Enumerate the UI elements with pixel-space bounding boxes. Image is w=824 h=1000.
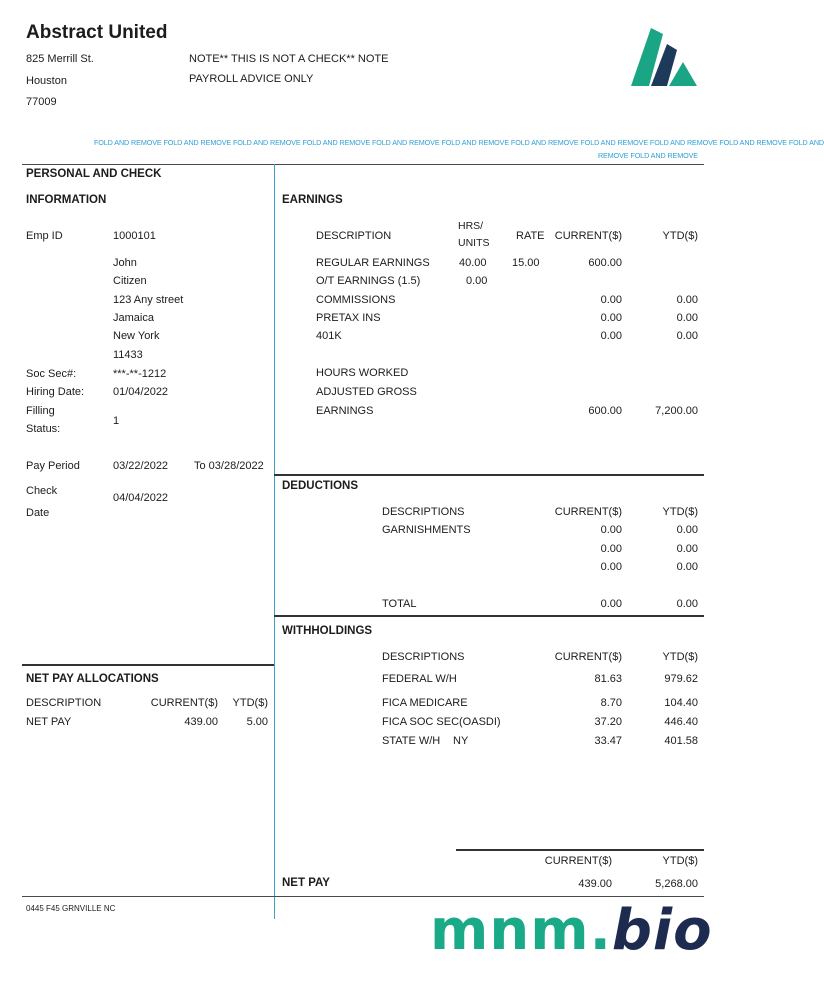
company-street: 825 Merrill St. (26, 53, 94, 65)
company-city: Houston (26, 75, 67, 87)
pay-period-from: 03/22/2022 (113, 460, 169, 472)
watermark-ext: bio (611, 898, 713, 963)
filing-status-label-2: Status: (26, 423, 61, 435)
watermark-main: mnm. (430, 898, 612, 963)
deductions-row-3-ytd: 0.00 (676, 561, 698, 573)
pay-period-label: Pay Period (26, 460, 80, 472)
earnings-row-3-desc: COMMISSIONS (316, 294, 396, 306)
bottom-rule-left (22, 896, 274, 897)
emp-id-value: 1000101 (113, 230, 156, 242)
employee-state: New York (113, 330, 160, 342)
withholdings-row-2-desc: FICA MEDICARE (382, 697, 468, 709)
soc-sec-value: ***-**-1212 (113, 368, 167, 380)
deductions-row-1-desc: GARNISHMENTS (382, 524, 471, 536)
earnings-row-1-current: 600.00 (588, 257, 622, 269)
company-name: Abstract United (26, 22, 168, 43)
withholdings-current-header: CURRENT($) (554, 651, 622, 663)
net-pay-alloc-current-header: CURRENT($) (150, 697, 218, 709)
fold-line-2: REMOVE FOLD AND REMOVE (597, 151, 698, 160)
net-pay-alloc-ytd: 5.00 (246, 716, 268, 728)
employee-city: Jamaica (113, 312, 154, 324)
adjusted-gross-label-2: EARNINGS (316, 405, 374, 417)
earnings-desc-header: DESCRIPTION (316, 230, 392, 242)
withholdings-row-2-ytd: 104.40 (664, 697, 698, 709)
net-pay-ytd: 5,268.00 (655, 878, 698, 890)
center-divider (274, 164, 275, 919)
withholdings-row-3-desc: FICA SOC SEC(OASDI) (382, 716, 501, 728)
withholdings-row-1-current: 81.63 (594, 673, 622, 685)
bottom-rule (274, 896, 704, 897)
earnings-row-4-desc: PRETAX INS (316, 312, 381, 324)
deductions-row-2-current: 0.00 (600, 543, 622, 555)
check-date-label-2: Date (26, 507, 50, 519)
withholdings-row-3-ytd: 446.40 (664, 716, 698, 728)
deductions-rule (274, 474, 704, 476)
personal-title-2: INFORMATION (26, 194, 107, 206)
hiring-date-label: Hiring Date: (26, 386, 85, 398)
deductions-total-ytd: 0.00 (676, 598, 698, 610)
withholdings-row-3-current: 37.20 (594, 716, 622, 728)
earnings-rate-header: RATE (516, 230, 545, 242)
filing-status-label-1: Filling (26, 405, 55, 417)
earnings-row-2-desc: O/T EARNINGS (1.5) (316, 275, 421, 287)
net-pay-alloc-desc: NET PAY (26, 716, 72, 728)
employee-street: 123 Any street (113, 294, 184, 306)
company-logo-icon (625, 20, 701, 92)
company-zip: 77009 (26, 96, 57, 108)
withholdings-title: WITHHOLDINGS (282, 625, 373, 637)
employee-name-last: Citizen (113, 275, 147, 287)
earnings-row-5-ytd: 0.00 (676, 330, 698, 342)
withholdings-row-4-current: 33.47 (594, 735, 622, 747)
earnings-row-1-desc: REGULAR EARNINGS (316, 257, 430, 269)
earnings-row-3-ytd: 0.00 (676, 294, 698, 306)
net-pay-alloc-title: NET PAY ALLOCATIONS (26, 673, 159, 685)
deductions-total-label: TOTAL (382, 598, 417, 610)
top-rule (22, 164, 704, 165)
withholdings-rule (274, 615, 704, 617)
watermark-logo (430, 898, 713, 963)
net-pay-alloc-current: 439.00 (184, 716, 218, 728)
deductions-row-1-ytd: 0.00 (676, 524, 698, 536)
adjusted-gross-current: 600.00 (588, 405, 622, 417)
net-pay-current: 439.00 (578, 878, 612, 890)
withholdings-row-4-desc: STATE W/H (382, 735, 441, 747)
withholdings-row-4-ytd: 401.58 (664, 735, 698, 747)
hiring-date-value: 01/04/2022 (113, 386, 169, 398)
earnings-row-4-current: 0.00 (600, 312, 622, 324)
fold-line-1: FOLD AND REMOVE FOLD AND REMOVE FOLD AND REMOVE FOLD AND REMOVE FOLD AND REMOVE FOLD AND REMOVE FOLD AND REMOVE FOLD AND REMOVE FOLD AND REMOVE FOLD AND REMOVE FOLD AND (94, 138, 824, 147)
net-pay-alloc-rule (22, 664, 274, 666)
check-date-label-1: Check (26, 485, 58, 497)
deductions-title: DEDUCTIONS (282, 480, 359, 492)
net-pay-alloc-desc-header: DESCRIPTION (26, 697, 102, 709)
withholdings-desc-header: DESCRIPTIONS (382, 651, 465, 663)
withholdings-row-1-desc: FEDERAL W/H (382, 673, 457, 685)
earnings-row-1-rate: 15.00 (512, 257, 540, 269)
deductions-ytd-header: YTD($) (662, 506, 698, 518)
earnings-hrs-header: HRS/ (458, 220, 484, 232)
deductions-row-3-current: 0.00 (600, 561, 622, 573)
employee-name-first: John (113, 257, 137, 269)
deductions-row-2-ytd: 0.00 (676, 543, 698, 555)
net-pay-rule (456, 849, 704, 851)
earnings-ytd-header: YTD($) (662, 230, 698, 242)
soc-sec-label: Soc Sec#: (26, 368, 77, 380)
employee-zip: 11433 (113, 349, 143, 361)
deductions-total-current: 0.00 (600, 598, 622, 610)
withholdings-row-1-ytd: 979.62 (664, 673, 698, 685)
note-line-1: NOTE** THIS IS NOT A CHECK** NOTE (189, 53, 389, 65)
filing-status-value: 1 (113, 415, 120, 427)
hours-worked-label: HOURS WORKED (316, 367, 409, 379)
note-line-2: PAYROLL ADVICE ONLY (189, 73, 314, 85)
adjusted-gross-ytd: 7,200.00 (655, 405, 698, 417)
withholdings-row-4-state: NY (453, 735, 469, 747)
check-date-value: 04/04/2022 (113, 492, 169, 504)
net-pay-title: NET PAY (282, 877, 330, 889)
pay-period-to: To 03/28/2022 (194, 460, 264, 472)
deductions-current-header: CURRENT($) (554, 506, 622, 518)
earnings-row-2-hrs: 0.00 (466, 275, 488, 287)
earnings-current-header: CURRENT($) (554, 230, 622, 242)
earnings-row-3-current: 0.00 (600, 294, 622, 306)
deductions-row-1-current: 0.00 (600, 524, 622, 536)
emp-id-label: Emp ID (26, 230, 63, 242)
net-pay-alloc-ytd-header: YTD($) (232, 697, 268, 709)
earnings-units-header: UNITS (458, 237, 490, 249)
earnings-title: EARNINGS (282, 194, 343, 206)
net-pay-current-header: CURRENT($) (544, 855, 612, 867)
adjusted-gross-label-1: ADJUSTED GROSS (316, 386, 417, 398)
footer-code: 0445 F45 GRNVILLE NC (26, 904, 116, 913)
net-pay-ytd-header: YTD($) (662, 855, 698, 867)
earnings-row-1-hrs: 40.00 (459, 257, 487, 269)
deductions-desc-header: DESCRIPTIONS (382, 506, 465, 518)
earnings-row-5-desc: 401K (316, 330, 342, 342)
withholdings-ytd-header: YTD($) (662, 651, 698, 663)
personal-title-1: PERSONAL AND CHECK (26, 168, 162, 180)
earnings-row-4-ytd: 0.00 (676, 312, 698, 324)
earnings-row-5-current: 0.00 (600, 330, 622, 342)
withholdings-row-2-current: 8.70 (600, 697, 622, 709)
